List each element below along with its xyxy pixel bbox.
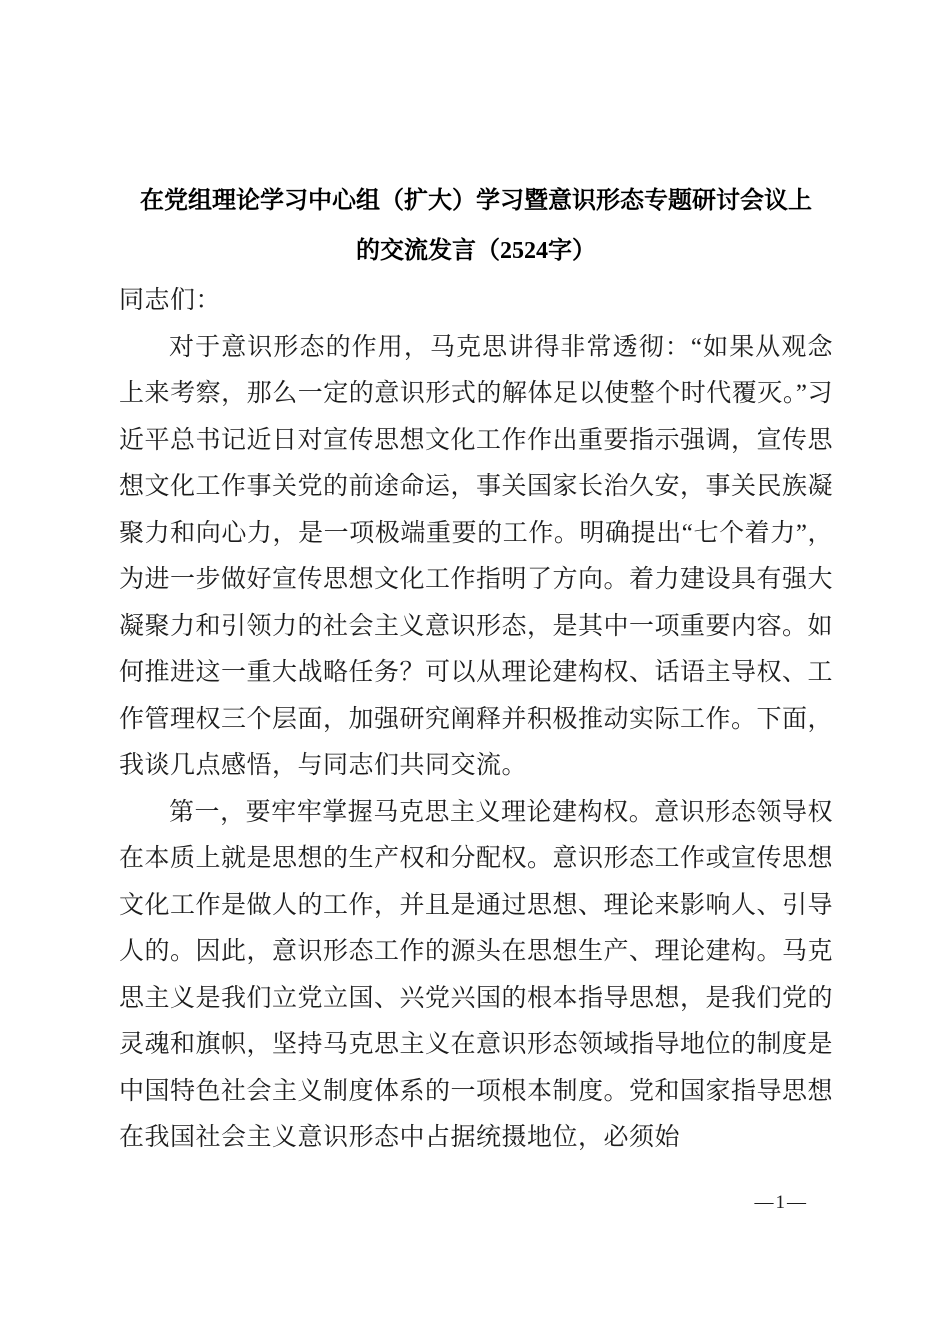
document-body	[119, 278, 833, 1162]
title-line-1: 在党组理论学习中心组（扩大）学习暨意识形态专题研讨会议上	[140, 188, 812, 214]
page-number: —1—	[754, 1192, 808, 1213]
title-line-2: 的交流发言（2524字）	[356, 238, 596, 264]
document-content	[119, 176, 833, 1162]
paragraph-2: 第一，要牢牢掌握马克思主义理论建构权。意识形态领导权在本质上就是思想的生产权和分配权。意识形态工作或宣传思想文化工作是做人的工作，并且是通过思想、理论来影响人、引导人的。因此，意识形态工作的源头在思想生产、理论建构。马克思主义是我们立党立国、兴党兴国的根本指导思想，是我们党的灵魂和旗帜，坚持马克思主义在意识形态领域指导地位的制度是中国特色社会主义制度体系的一项根本制度。党和国家指导思想在我国社会主义意识形态中占据统摄地位，必须始	[119, 798, 834, 1151]
paragraph-1: 对于意识形态的作用，马克思讲得非常透彻：“如果从观念上来考察，那么一定的意识形式的解体足以使整个时代覆灭。”习近平总书记近日对宣传思想文化工作作出重要指示强调，宣传思想文化工作事关党的前途命运，事关国家长治久安，事关民族凝聚力和向心力，是一项极端重要的工作。明确提出“七个着力”，为进一步做好宣传思想文化工作指明了方向。着力建设具有强大凝聚力和引领力的社会主义意识形态，是其中一项重要内容。如何推进这一重大战略任务？可以从理论建构权、话语主导权、工作管理权三个层面，加强研究阐释并积极推动实际工作。下面，我谈几点感悟，与同志们共同交流。	[119, 333, 834, 779]
salutation: 同志们：	[119, 287, 222, 314]
document-title	[119, 176, 833, 276]
